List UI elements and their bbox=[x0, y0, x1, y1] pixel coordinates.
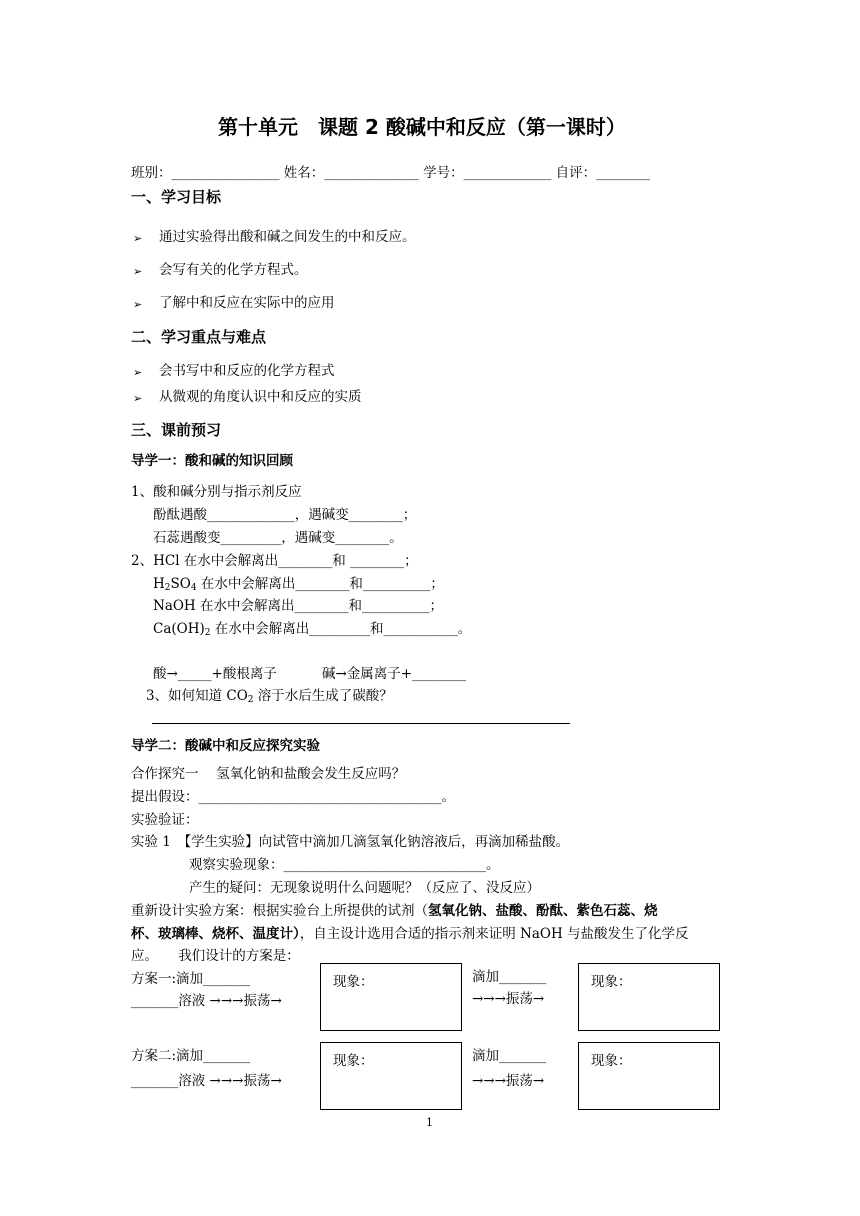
plan-2-drop: 滴加_______ bbox=[472, 1048, 547, 1064]
key-point-item: 从微观的角度认识中和反应的实质 bbox=[159, 389, 362, 405]
plan-2-label: 方案二:滴加_______ bbox=[131, 1048, 251, 1064]
question-2-h2so4: $H_2SO_4$ 在水中会解离出________和__________； bbox=[153, 576, 444, 593]
page-number: 1 bbox=[426, 1116, 433, 1129]
key-point-item: 会书写中和反应的化学方程式 bbox=[159, 363, 335, 379]
guide1-heading: 导学一：酸和碱的知识回顾 bbox=[131, 453, 293, 469]
bullet-arrow-icon: ➢ bbox=[133, 265, 143, 278]
section-heading-key-points: 二、学习重点与难点 bbox=[131, 328, 267, 346]
section-heading-preview: 三、课前预习 bbox=[131, 421, 222, 439]
goal-item: 了解中和反应在实际中的应用 bbox=[159, 295, 335, 311]
question-2-naoh: NaOH 在水中会解离出________和__________； bbox=[153, 598, 443, 614]
plan-1-label: 方案一:滴加_______ bbox=[131, 971, 251, 987]
experiment-1: 实验 1 【学生实验】向试管中滴加几滴氢氧化钠溶液后，再滴加稀盐酸。 bbox=[131, 834, 570, 850]
plan-2-steps: _______溶液 →→→振荡→ bbox=[131, 1073, 282, 1089]
question-1: 1、酸和碱分别与指示剂反应 bbox=[131, 484, 302, 500]
doubt-line: 产生的疑问：无现象说明什么问题呢？（反应了、没反应） bbox=[189, 880, 540, 896]
student-info-line: 班别：________________ 姓名：______________ 学号：_____________ 自评：________ bbox=[131, 165, 651, 181]
redesign-line-1: 重新设计实验方案：根据实验台上所提供的试剂（氢氧化钠、盐酸、酚酞、紫色石蕊、烧 bbox=[131, 903, 658, 919]
plan-1-phenomenon-box-b: 现象： bbox=[578, 963, 720, 1031]
plan-2-shake: →→→振荡→ bbox=[472, 1073, 545, 1089]
goal-item: 会写有关的化学方程式。 bbox=[159, 262, 308, 278]
base-formula: 碱→金属离子+________ bbox=[322, 666, 467, 682]
plan-1-shake: →→→振荡→ bbox=[472, 991, 545, 1007]
redesign-line-3: 应。 我们设计的方案是： bbox=[131, 948, 300, 964]
bullet-arrow-icon: ➢ bbox=[133, 232, 143, 245]
bullet-arrow-icon: ➢ bbox=[133, 392, 143, 405]
hypothesis-line: 提出假设：____________________________________。 bbox=[131, 789, 455, 805]
redesign-line-2: 杯、玻璃棒、烧杯、温度计），自主设计选用合适的指示剂来证明 NaOH 与盐酸发生了化学反 bbox=[131, 926, 689, 942]
plan-1-drop: 滴加_______ bbox=[472, 969, 547, 985]
question-1b: 石蕊遇酸变_________，遇碱变________。 bbox=[153, 530, 403, 546]
plan-2-phenomenon-box-a: 现象： bbox=[320, 1042, 462, 1110]
page-title: 第十单元 课题 2 酸碱中和反应（第一课时） bbox=[218, 115, 626, 139]
bullet-arrow-icon: ➢ bbox=[133, 366, 143, 379]
plan-1-steps: _______溶液 →→→振荡→ bbox=[131, 993, 282, 1009]
guide2-heading: 导学二：酸碱中和反应探究实验 bbox=[131, 738, 320, 754]
plan-1-phenomenon-box-a: 现象： bbox=[320, 963, 462, 1031]
section-heading-learning-goals: 一、学习目标 bbox=[131, 188, 222, 206]
verify-label: 实验验证： bbox=[131, 812, 199, 828]
question-1a: 酚酞遇酸_____________，遇碱变________； bbox=[153, 507, 417, 523]
question-2-caoh2: $Ca(OH)_2$ 在水中会解离出_________和___________。 bbox=[153, 621, 472, 638]
bullet-arrow-icon: ➢ bbox=[133, 298, 143, 311]
plan-2-phenomenon-box-b: 现象： bbox=[578, 1042, 720, 1110]
question-3: 3、如何知道 $CO_2$ 溶于水后生成了碳酸？ bbox=[146, 688, 393, 705]
answer-line bbox=[152, 723, 570, 724]
observe-line: 观察实验现象：______________________________。 bbox=[189, 857, 500, 873]
goal-item: 通过实验得出酸和碱之间发生的中和反应。 bbox=[159, 229, 416, 245]
question-2: 2、HCl 在水中会解离出________和 ________； bbox=[131, 553, 418, 569]
acid-formula: 酸→_____+酸根离子 bbox=[153, 666, 277, 682]
coop-inquiry: 合作探究一 氢氧化钠和盐酸会发生反应吗？ bbox=[131, 766, 406, 782]
